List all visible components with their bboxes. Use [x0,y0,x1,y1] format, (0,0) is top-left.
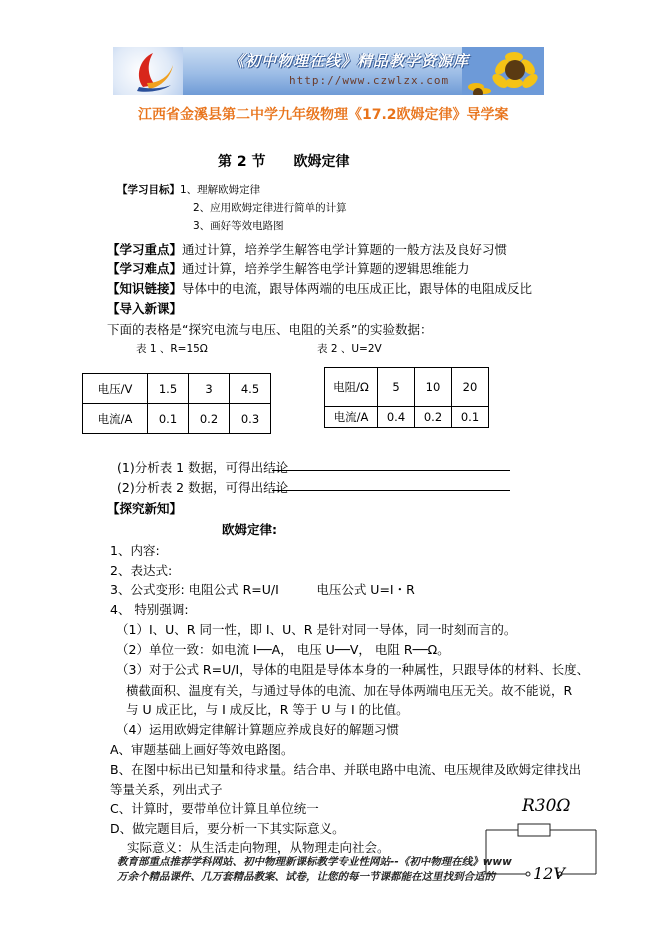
voltage-label: 12V [533,864,565,883]
table-row [83,404,271,434]
emphasis-3c: 与 U 成正比，与 I 成反比，R 等于 U 与 I 的比值。 [126,702,409,717]
table-cell: 20 [452,368,489,407]
table-cell: 电阻/Ω [325,368,378,407]
emphasis-2: （2）单位一致：如电流 I──A， 电压 U──V， 电阻 R──Ω。 [116,642,450,657]
emphasis-1: （1）I、U、R 同一性，即 I、U、R 是针对同一导体，同一时刻而言的。 [116,622,517,637]
site-banner [113,47,544,95]
knowledge-link [107,279,532,297]
item-emphasis: 4、 特别强调: [110,602,189,617]
table-cell: 0.2 [415,407,452,428]
section-title: 第 2 节 欧姆定律 [218,154,350,170]
table-row [83,374,271,404]
table-cell: 0.2 [189,404,230,434]
difficulty-label: 【学习难点】 [107,261,183,276]
table-cell: 0.1 [452,407,489,428]
table-cell: 电压/V [83,374,148,404]
table-cell: 0.3 [230,404,271,434]
knowledge-link-text: 导体中的电流，跟导体两端的电压成正比，跟导体的电阻成反比 [182,281,533,296]
footer-line: 教育部重点推荐学科网站、初中物理新课标教学专业性网站--《初中物理在线》www [117,856,512,868]
footer-line: 万余个精品课件、几万套精品教案、试卷，让您的每一节课都能在这里找到合适的 [117,871,495,883]
answer-blank-1[interactable] [272,470,510,471]
objective-item: 3、画好等效电路图 [193,220,284,232]
objective-item: 2、应用欧姆定律进行简单的计算 [193,202,347,214]
document-title: 江西省金溪县第二中学九年级物理《17.2欧姆定律》导学案 [138,107,509,123]
table-cell: 0.4 [378,407,415,428]
emphasis-3b: 横截面积、温度有关，与通过导体的电流、加在导体两端电压无关。故不能说，R [126,683,573,698]
table-row [325,407,489,428]
table-cell: 4.5 [230,374,271,404]
analysis-1: (1)分析表 1 数据，可得出结论 [117,460,289,475]
table-cell: 10 [415,368,452,407]
habit-c: C、计算时，要带单位计算且单位统一 [110,801,319,816]
item-content: 1、内容: [110,543,160,558]
table2-caption: 表 2 、U=2V [317,343,382,355]
explore-label: 【探究新知】 [107,501,183,516]
intro-text: 下面的表格是“探究电流与电压、电阻的关系”的实验数据： [107,322,433,337]
key-point-label: 【学习重点】 [107,242,183,257]
answer-blank-2[interactable] [272,490,510,491]
key-point-text: 通过计算，培养学生解答电学计算题的一般方法及良好习惯 [182,242,508,257]
objectives-label: 【学习目标】 [117,184,180,196]
emphasis-4: （4）运用欧姆定律解计算题应养成良好的解题习惯 [116,722,399,737]
habit-a: A、审题基础上画好等效电路图。 [110,742,294,757]
table1 [82,373,271,434]
table-cell: 0.1 [148,404,189,434]
sunflower-icon [462,47,544,95]
objective-item: 1、理解欧姆定律 [180,184,261,196]
site-logo-icon [113,47,183,95]
item-transform: 3、公式变形: 电阻公式 R=U/I 电压公式 U=I・R [110,582,415,597]
habit-d: D、做完题目后，要分析一下其实际意义。 [110,821,345,836]
key-point [107,240,507,258]
table-cell: 电流/A [325,407,378,428]
law-title: 欧姆定律: [222,522,277,537]
table-cell: 5 [378,368,415,407]
page-footer [117,855,512,885]
difficulty [107,259,470,277]
table-row [325,368,489,407]
banner-title: 《初中物理在线》精品教学资源库 [229,52,470,70]
practical-meaning: 实际意义：从生活走向物理，从物理走向社会。 [127,840,390,855]
table-cell: 3 [189,374,230,404]
habit-b2: 等量关系，列出式子 [110,782,223,797]
item-expression: 2、表达式: [110,563,173,578]
table-cell: 1.5 [148,374,189,404]
banner-logo-area [113,47,183,95]
difficulty-text: 通过计算，培养学生解答电学计算题的逻辑思维能力 [182,261,470,276]
analysis-2: (2)分析表 2 数据，可得出结论 [117,480,289,495]
banner-url[interactable]: http://www.czwlzx.com [289,74,450,87]
knowledge-link-label: 【知识链接】 [107,281,183,296]
emphasis-3a: （3）对于公式 R=U/I，导体的电阻是导体本身的一种属性，只跟导体的材料、长度、 [116,662,590,677]
habit-b1: B、在图中标出已知量和待求量。结合串、并联电路中电流、电压规律及欧姆定律找出 [110,762,582,777]
resistor-label: R30Ω [522,796,571,816]
table1-caption: 表 1 、R=15Ω [136,343,208,355]
table2 [324,367,489,428]
table-cell: 电流/A [83,404,148,434]
intro-label: 【导入新课】 [107,301,183,316]
